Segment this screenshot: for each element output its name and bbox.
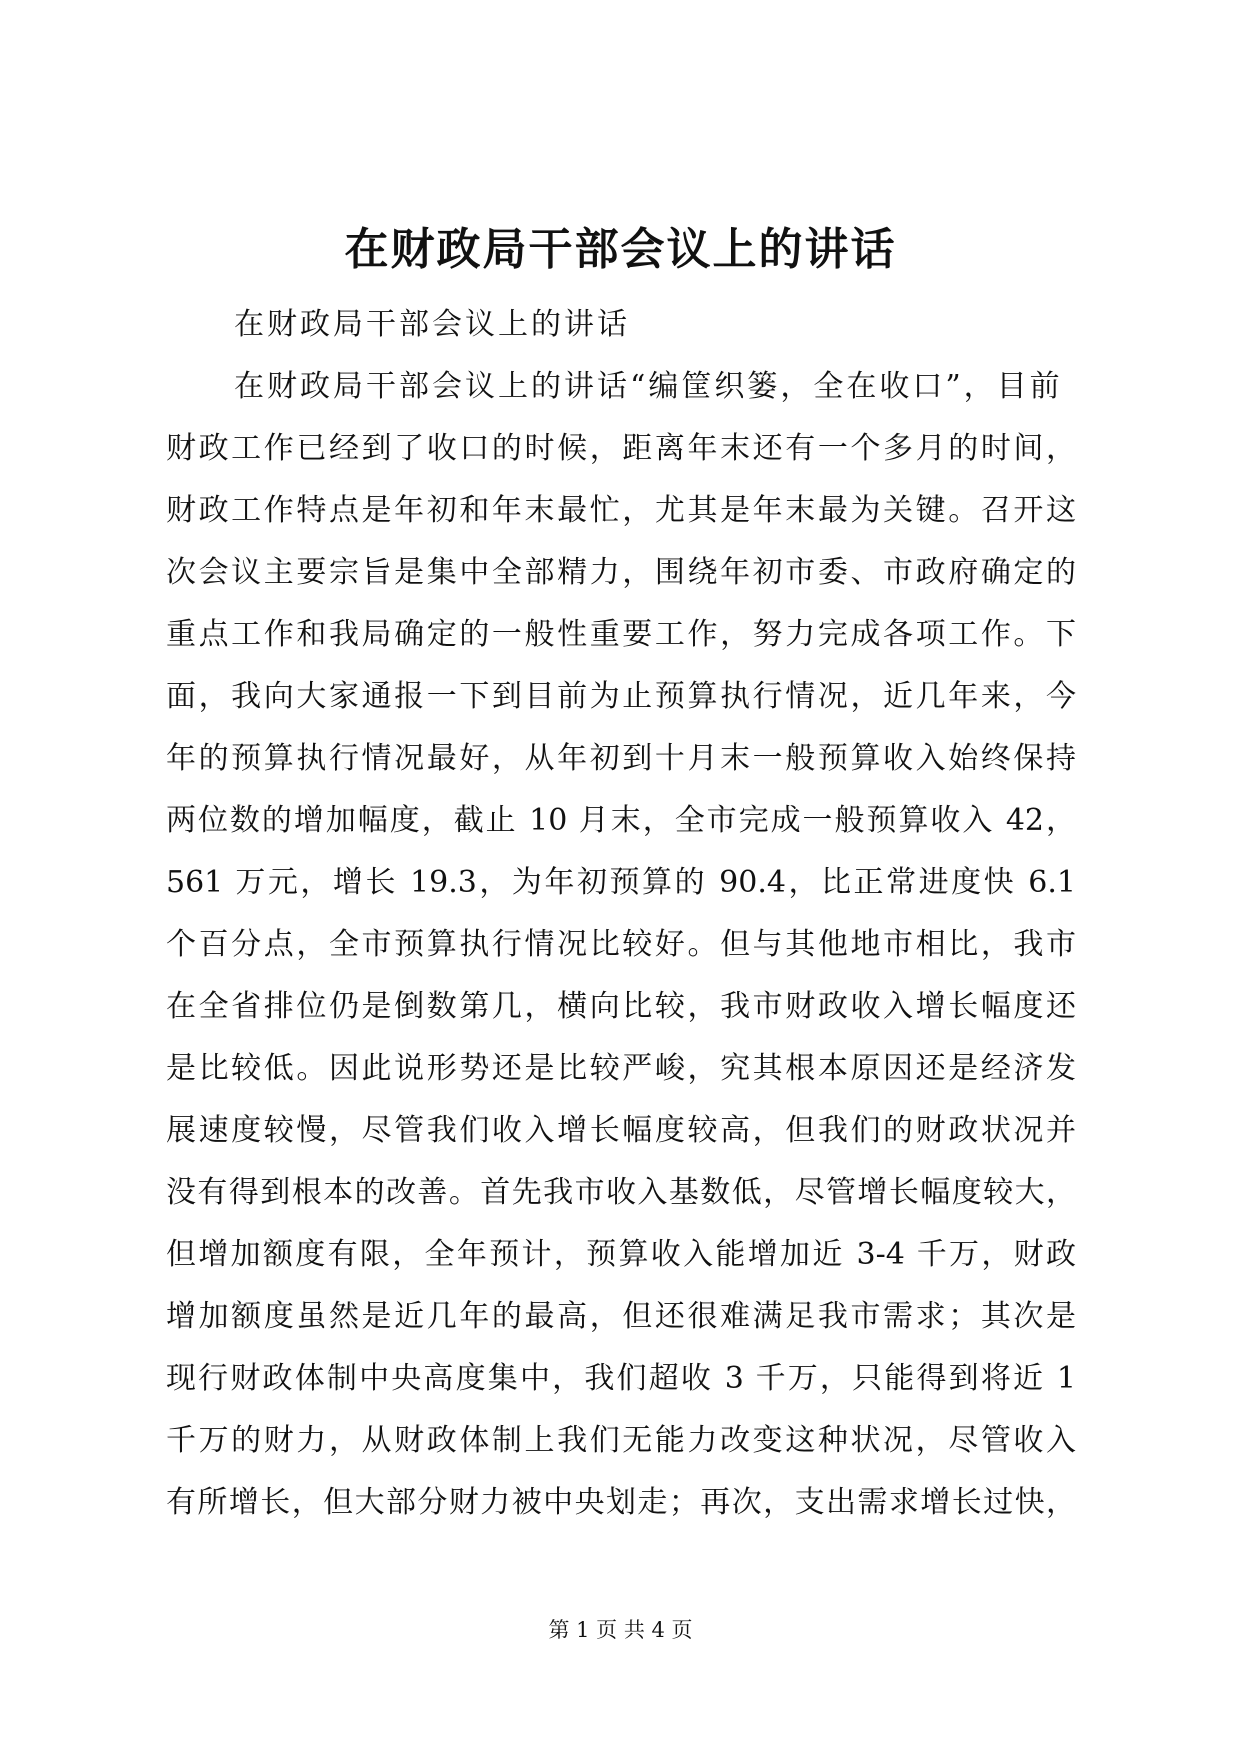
paragraph-line: 两位数的增加幅度，截止 10 月末，全市完成一般预算收入 42，	[166, 803, 1076, 838]
paragraph-line: 有所增长，但大部分财力被中央划走；再次，支出需求增长过快，	[166, 1485, 1076, 1520]
paragraph-line: 千万的财力，从财政体制上我们无能力改变这种状况，尽管收入	[166, 1423, 1076, 1458]
paragraph-line: 561 万元，增长 19.3，为年初预算的 90.4，比正常进度快 6.1	[166, 865, 1076, 900]
page-number-footer: 第 1 页 共 4 页	[548, 1618, 693, 1642]
paragraph-line: 增加额度虽然是近几年的最高，但还很难满足我市需求；其次是	[166, 1299, 1076, 1334]
paragraph-line: 没有得到根本的改善。首先我市收入基数低，尽管增长幅度较大，	[166, 1175, 1076, 1210]
paragraph-line: 是比较低。因此说形势还是比较严峻，究其根本原因还是经济发	[166, 1051, 1076, 1086]
paragraph-line: 在全省排位仍是倒数第几，横向比较，我市财政收入增长幅度还	[166, 989, 1076, 1024]
document-subtitle: 在财政局干部会议上的讲话	[234, 307, 630, 342]
document-body	[166, 294, 1076, 1534]
paragraph-line: 次会议主要宗旨是集中全部精力，围绕年初市委、市政府确定的	[166, 555, 1076, 590]
paragraph-line: 展速度较慢，尽管我们收入增长幅度较高，但我们的财政状况并	[166, 1113, 1076, 1148]
document-title: 在财政局干部会议上的讲话	[344, 224, 897, 275]
paragraph-line: 财政工作特点是年初和年末最忙，尤其是年末最为关键。召开这	[166, 493, 1076, 528]
paragraph-line: 重点工作和我局确定的一般性重要工作，努力完成各项工作。下	[166, 617, 1076, 652]
paragraph-line: 但增加额度有限，全年预计，预算收入能增加近 3-4 千万，财政	[166, 1237, 1076, 1272]
paragraph-line: 个百分点，全市预算执行情况比较好。但与其他地市相比，我市	[166, 927, 1076, 962]
paragraph-line: 现行财政体制中央高度集中，我们超收 3 千万，只能得到将近 1	[166, 1361, 1076, 1396]
paragraph-line: 财政工作已经到了收口的时候，距离年末还有一个多月的时间，	[166, 431, 1076, 466]
paragraph-line: 年的预算执行情况最好，从年初到十月末一般预算收入始终保持	[166, 741, 1076, 776]
paragraph-line: 在财政局干部会议上的讲话“编筐织篓，全在收口”，目前	[234, 369, 1063, 404]
paragraph-line: 面，我向大家通报一下到目前为止预算执行情况，近几年来，今	[166, 679, 1076, 714]
